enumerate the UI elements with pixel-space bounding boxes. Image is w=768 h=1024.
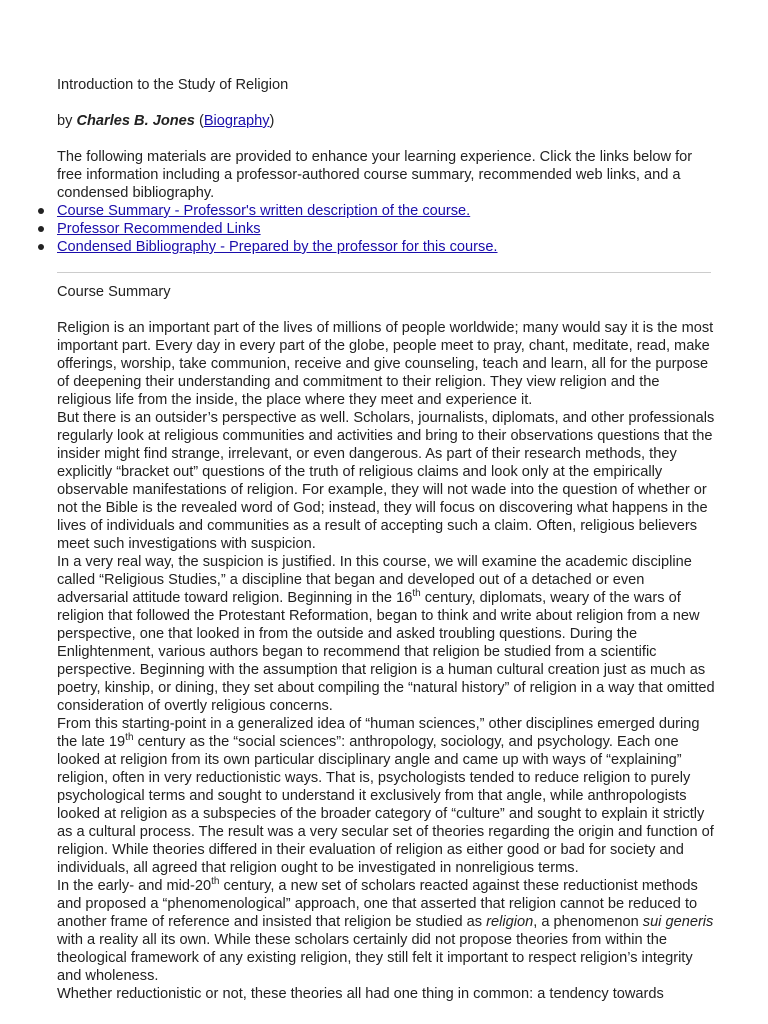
resource-links-list xyxy=(57,202,715,256)
section-divider xyxy=(57,272,711,273)
text-run: century as the “social sciences”: anthropology, sociology, and psychology. Each one looked at religion from its own particular disciplinary angle and came up with ways of “explaining” religion, often in very reductionistic ways. That is, psychologists tended to reduce religion to purely psychological terms and sought to understand it exclusively from that angle, while anthropologists looked at religion as a subspecies of the broader category of “culture” and sought to explain it strictly as a cultural process. The result was a very secular set of theories regarding the origin and function of religion. While theories differed in their evaluation of religion as either good or bad for society and individuals, all agreed that religion ought to be investigated in nonreligious terms. xyxy=(57,734,714,876)
byline xyxy=(57,112,715,130)
bullet-icon xyxy=(38,208,44,214)
byline-prefix: by xyxy=(57,113,77,129)
text-run: century, diplomats, weary of the wars of religion that followed the Protestant Reformation, began to think and write about religion from a new perspective, one that looked in from the outside and asked troubling questions. During the Enlightenment, various authors began to recommend that religion be studied from a scientific perspective. Beginning with the assumption that religion is a human cultural creation just as much as poetry, kinship, or dining, they set about compiling the “natural history” of religion in a way that omitted consideration of overtly religious concerns. xyxy=(57,590,715,714)
superscript: th xyxy=(125,732,134,744)
course-summary-heading: Course Summary xyxy=(57,284,171,300)
author-name: Charles B. Jones xyxy=(76,113,195,129)
summary-paragraph-2: But there is an outsider’s perspective as well. Scholars, journalists, diplomats, and other professionals regularly look at religious communities and activities and bring to their observations questions that the insider might find strange, irrelevant, or even dangerous. As part of their research methods, they explicitly “bracket out” questions of the truth of religious claims and look only at the empirically observable manifestations of religion. For example, they will not wade into the question of whether or not the Bible is the revealed word of God; instead, they will focus on discovering what happens in the lives of individuals and communities as a result of accepting such a claim. Often, religious believers meet such investigations with suspicion. xyxy=(57,410,715,552)
emphasis: religion xyxy=(486,914,534,930)
summary-paragraph-1: Religion is an important part of the lives of millions of people worldwide; many would say it is the most important part. Every day in every part of the globe, people meet to pray, chant, meditate, read, make offerings, worship, take communion, receive and give counseling, teach and learn, all for the purpose of deepening their understanding and commitment to their religion. They view religion and the religious life from the inside, the place where they meet and experience it. xyxy=(57,320,714,408)
emphasis: sui generis xyxy=(642,914,714,930)
summary-paragraph-6: Whether reductionistic or not, these theories all had one thing in common: a tendency towards xyxy=(57,986,664,1002)
biography-link[interactable]: Biography xyxy=(203,113,270,129)
intro-paragraph: The following materials are provided to enhance your learning experience. Click the links below for free information including a professor-authored course summary, recommended web links, and a condensed bibliography. xyxy=(57,149,693,201)
list-item xyxy=(57,220,715,238)
text-run: In a very real way, the suspicion is justified. In this course, we will examine the academic discipline called “Religious Studies,” a discipline that began and developed out of a detached or even adversarial attitude toward religion. Beginning in the 16 xyxy=(57,554,692,606)
summary-paragraph-5 xyxy=(57,877,715,985)
course-summary-link[interactable]: Course Summary - Professor's written description of the course. xyxy=(57,203,471,219)
bullet-icon xyxy=(38,226,44,232)
list-item xyxy=(57,238,715,256)
summary-paragraph-4 xyxy=(57,715,715,877)
text-run: , a phenomenon xyxy=(533,914,643,930)
summary-paragraph-3 xyxy=(57,553,715,715)
document-title: Introduction to the Study of Religion xyxy=(57,77,289,93)
text-run: In the early- and mid-20 xyxy=(57,878,212,894)
byline-close-paren: ) xyxy=(269,113,275,129)
document-body xyxy=(57,76,715,1003)
recommended-links-link[interactable]: Professor Recommended Links xyxy=(57,221,261,237)
bullet-icon xyxy=(38,244,44,250)
superscript: th xyxy=(211,876,220,888)
text-run: with a reality all its own. While these scholars certainly did not propose theories from within the theological framework of any existing religion, they still felt it important to respect religion’s integrity and wholeness. xyxy=(57,932,693,984)
superscript: th xyxy=(412,588,421,600)
bibliography-link[interactable]: Condensed Bibliography - Prepared by the professor for this course. xyxy=(57,239,498,255)
byline-open-paren: ( xyxy=(194,113,204,129)
text-run: From this starting-point in a generalized idea of “human sciences,” other disciplines emerged during the late 19 xyxy=(57,716,700,750)
list-item xyxy=(57,202,715,220)
text-run: century, a new set of scholars reacted against these reductionist methods and proposed a “phenomenological” approach, one that asserted that religion cannot be reduced to another frame of reference and insisted that religion be studied as xyxy=(57,878,698,930)
